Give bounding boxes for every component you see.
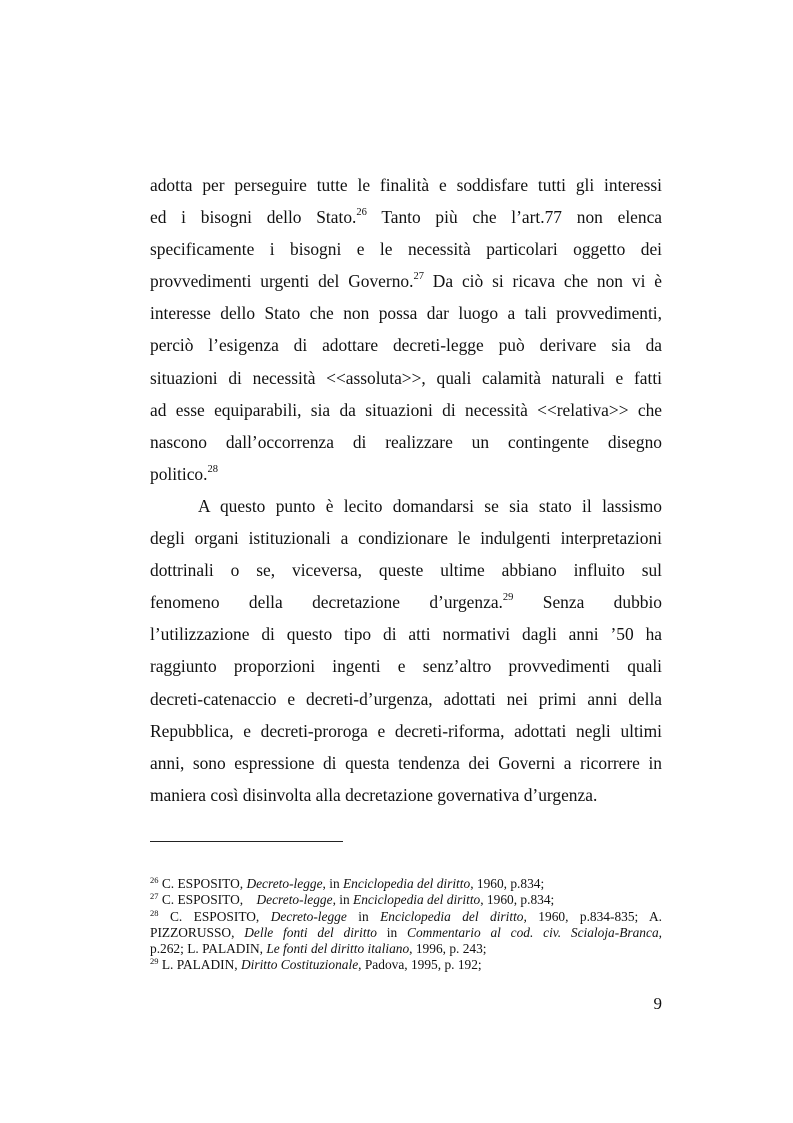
text-line: perciò l’esigenza di adottare decreti-legge può derivare sia da [150, 335, 662, 356]
text-line: raggiunto proporzioni ingenti e senz’altro provvedimenti quali [150, 656, 662, 677]
text-line: specificamente i bisogni e le necessità particolari oggetto dei [150, 239, 662, 260]
footnote-28-cont: PIZZORUSSO, Delle fonti del diritto in Commentario al cod. civ. Scialoja-Branca, [150, 924, 662, 940]
text-line: politico.$^{28}$ [150, 463, 218, 484]
text-line: decreti-catenaccio e decreti-d’urgenza, adottati nei primi anni della [150, 688, 662, 709]
text-line: A questo punto è lecito domandarsi se sia stato il lassismo [198, 495, 662, 516]
text-line: dottrinali o se, viceversa, queste ultime abbiano influito sul [150, 560, 662, 581]
body-text [150, 170, 662, 812]
footnote-28: $^{28}$ C. ESPOSITO, Decreto-legge in Enciclopedia del diritto, 1960, p.834-835; A. [150, 907, 662, 924]
text-line: situazioni di necessità <<assoluta>>, quali calamità naturali e fatti [150, 367, 662, 388]
text-line: maniera così disinvolta alla decretazione governativa d’urgenza. [150, 784, 598, 805]
footnote-ref-29[interactable]: 29 [502, 592, 514, 604]
footnote-separator [150, 841, 343, 842]
page-number: 9 [653, 994, 662, 1013]
text-line: interesse dello Stato che non possa dar luogo a tali provvedimenti, [150, 303, 662, 324]
footnote-ref-26[interactable]: 26 [356, 207, 367, 219]
text-line: adotta per perseguire tutte le finalità e soddisfare tutti gli interessi [150, 175, 662, 195]
text-line: Repubblica, e decreti-proroga e decreti-riforma, adottati negli ultimi [150, 720, 662, 741]
footnote-ref-27[interactable]: 27 [413, 271, 424, 283]
footnote-29: $^{29}$ L. PALADIN, Diritto Costituzionale, Padova, 1995, p. 192; [150, 956, 482, 973]
text-line: degli organi istituzionali a condizionare le indulgenti interpretazioni [150, 528, 662, 549]
footnote-27: $^{27}$ C. ESPOSITO, Decreto-legge, in Enciclopedia del diritto, 1960, p.834; [150, 891, 555, 908]
footnote-28-cont: p.262; L. PALADIN, Le fonti del diritto italiano, 1996, p. 243; [150, 941, 487, 957]
text-line: l’utilizzazione di questo tipo di atti normativi dagli anni ’50 ha [150, 624, 662, 645]
footnote-26: $^{26}$ C. ESPOSITO, Decreto-legge, in Enciclopedia del diritto, 1960, p.834; [150, 875, 545, 891]
text-line: anni, sono espressione di questa tendenza dei Governi a ricorrere in [150, 752, 662, 773]
footnote-ref-28[interactable]: 28 [207, 463, 218, 475]
text-line: fenomeno della decretazione d’urgenza.$^{29}$ Senza dubbio [150, 592, 662, 613]
footnotes [150, 876, 662, 974]
text-line: ad esse equiparabili, sia da situazioni di necessità <<relativa>> che [150, 399, 662, 420]
text-line: nascono dall’occorrenza di realizzare un contingente disegno [150, 431, 662, 452]
text-line: ed i bisogni dello Stato.$^{26}$ Tanto più che l’art.77 non elenca [150, 207, 663, 228]
text-line: provvedimenti urgenti del Governo.$^{27}$ Da ciò si ricava che non vi è [150, 271, 662, 292]
